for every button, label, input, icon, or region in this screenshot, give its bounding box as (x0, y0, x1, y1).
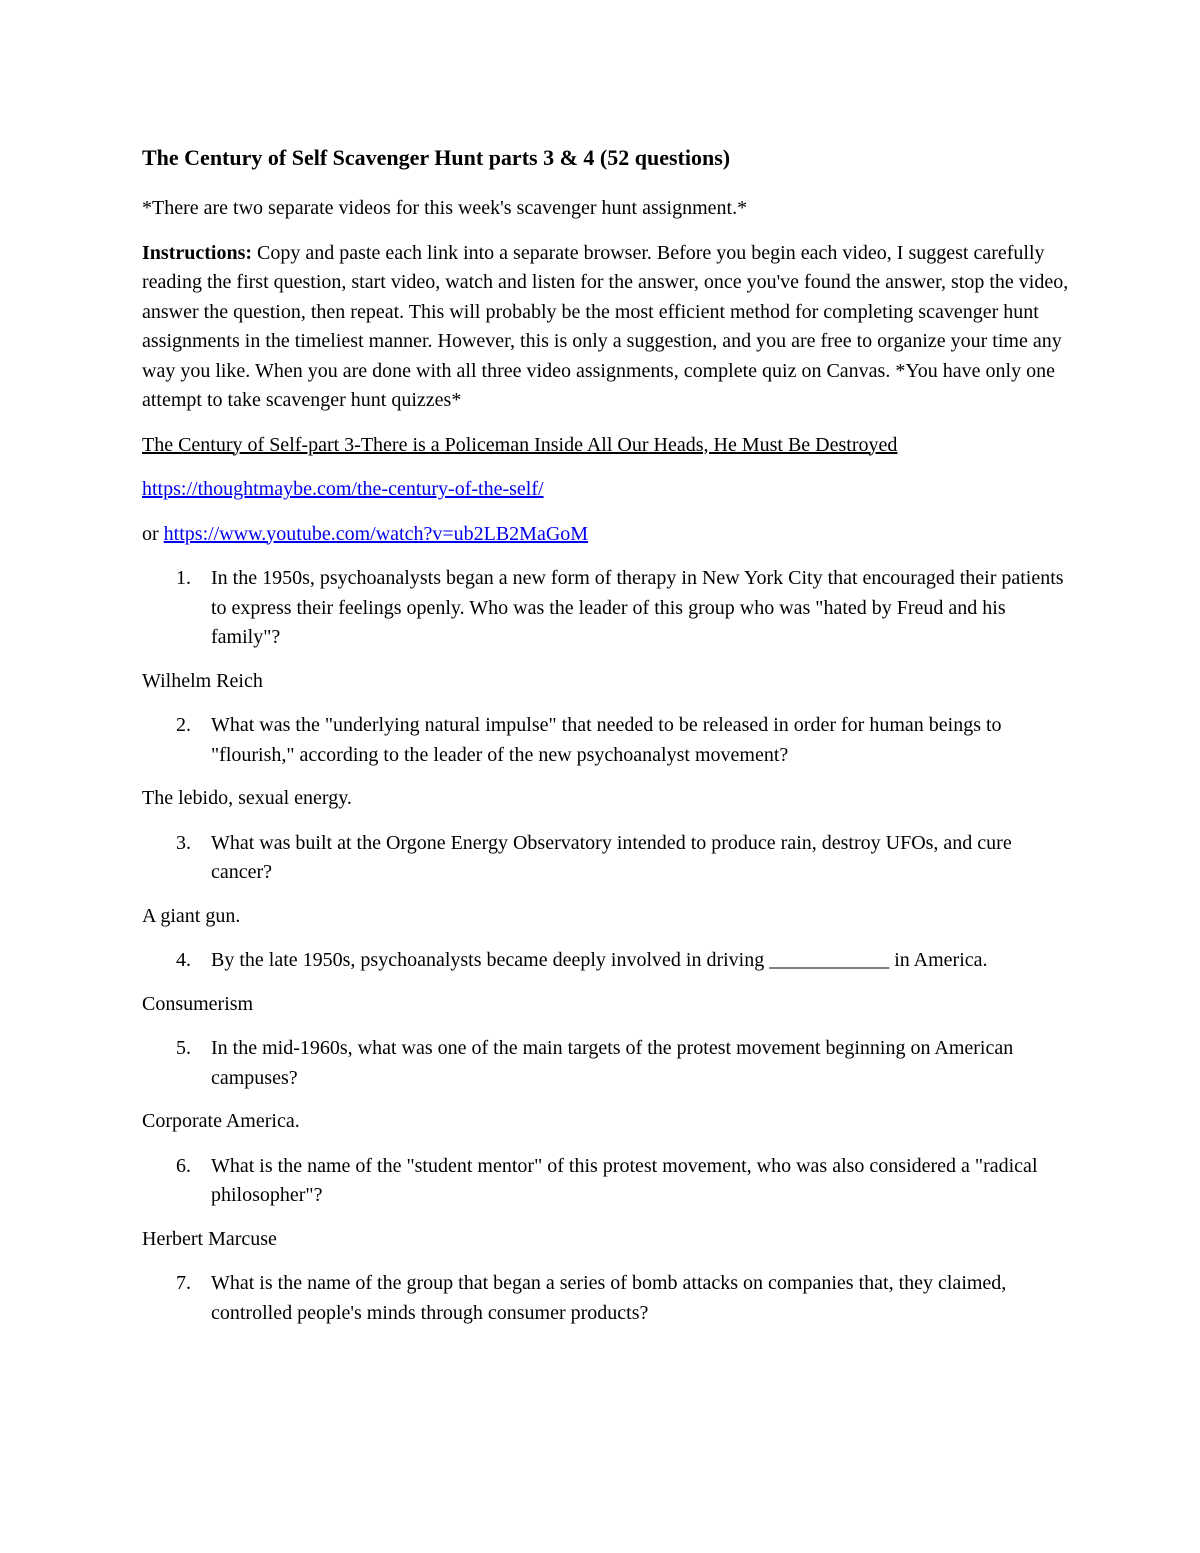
question-item (142, 1152, 1072, 1211)
question-number: 7. (176, 1272, 191, 1294)
question-list (142, 564, 1072, 1328)
instructions-paragraph (142, 239, 1072, 416)
question-text: What is the name of the group that began a series of bomb attacks on companies that, they claimed, controlled people's minds through consumer products? (211, 1272, 1007, 1324)
document-page (142, 140, 1072, 1342)
question-item (142, 564, 1072, 653)
link-paragraph-2 (142, 520, 1072, 550)
question-text: What was built at the Orgone Energy Observatory intended to produce rain, destroy UFOs, and cure cancer? (211, 831, 1012, 883)
question-number: 2. (176, 714, 191, 736)
question-number: 3. (176, 831, 191, 854)
video-title: The Century of Self-part 3-There is a Policeman Inside All Our Heads, He Must Be Destroyed (142, 433, 898, 456)
document-title: The Century of Self Scavenger Hunt parts 3 & 4 (52 questions) (142, 145, 731, 170)
question-item (142, 1269, 1072, 1328)
instructions-label: Instructions: (142, 241, 253, 264)
question-number: 5. (176, 1037, 191, 1059)
question-text: What is the name of the "student mentor" of this protest movement, who was also considered a "radical philosopher"? (211, 1154, 1038, 1206)
answer-text: The lebido, sexual energy. (142, 787, 352, 809)
answer-text: Herbert Marcuse (142, 1227, 277, 1250)
answer-text: Corporate America. (142, 1110, 300, 1132)
question-text: By the late 1950s, psychoanalysts became deeply involved in driving ____________ in America. (211, 949, 988, 971)
question-text: What was the "underlying natural impulse" that needed to be released in order for human beings to "flourish," according to the leader of the new psychoanalyst movement? (211, 714, 1002, 766)
or-label: or (142, 522, 164, 545)
question-item (142, 829, 1072, 888)
link-paragraph-1 (142, 475, 1072, 505)
question-item (142, 946, 1072, 976)
question-item (142, 1034, 1072, 1093)
instructions-text: Copy and paste each link into a separate browser. Before you begin each video, I suggest carefully reading the first question, start video, watch and listen for the answer, once you've found the answer, stop the video, answer the question, then repeat. This will probably be the most efficient method for completing scavenger hunt assignments in the timeliest manner. However, this is only a suggestion, and you are free to organize your time any way you like. When you are done with all three video assignments, complete quiz on Canvas. *You have only one attempt to take scavenger hunt quizzes* (142, 241, 1069, 411)
youtube-link[interactable]: https://www.youtube.com/watch?v=ub2LB2MaGoM (163, 522, 589, 545)
question-text: In the mid-1960s, what was one of the main targets of the protest movement beginning on American campuses? (211, 1037, 1014, 1089)
question-number: 1. (176, 567, 191, 589)
thoughtmaybe-link[interactable]: https://thoughtmaybe.com/the-century-of-the-self/ (142, 478, 544, 500)
answer-text: A giant gun. (142, 904, 241, 927)
question-text: In the 1950s, psychoanalysts began a new form of therapy in New York City that encouraged their patients to express their feelings openly. Who was the leader of this group who was "hated by Freud and his family"? (211, 567, 1064, 648)
answer-text: Consumerism (142, 992, 254, 1015)
question-number: 6. (176, 1154, 191, 1177)
question-number: 4. (176, 949, 191, 971)
answer-text: Wilhelm Reich (142, 669, 263, 692)
question-item (142, 711, 1072, 770)
assignment-note: *There are two separate videos for this week's scavenger hunt assignment.* (142, 197, 748, 219)
